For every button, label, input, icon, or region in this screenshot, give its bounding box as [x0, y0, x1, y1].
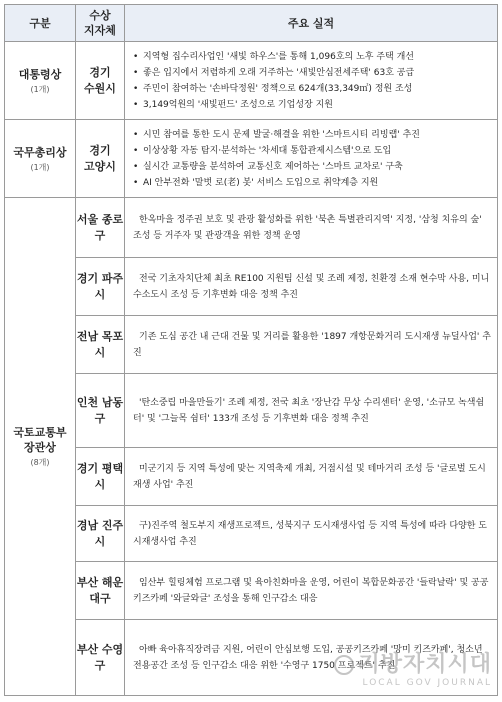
results-cell — [125, 198, 498, 258]
result-item: • 좋은 입지에서 저렴하게 오래 거주하는 '새빛안심전세주택' 63호 공급 — [133, 65, 491, 81]
city-name: 경기 고양시 — [84, 143, 116, 173]
table-row — [5, 316, 498, 374]
category-name: 국무총리상 — [13, 145, 67, 159]
city-cell — [76, 42, 125, 120]
result-item: • AI 안부전화 '말벗 로(老) 봇' 서비스 도입으로 취약계층 지원 — [133, 175, 491, 191]
table-row — [5, 120, 498, 198]
result-text: 아빠 육아휴직장려금 지원, 어린이 안심보행 도입, 공공키즈카페 '망미 키즈카페', 청소년 전용공간 조성 등 인구감소 대응 위한 '수영구 1750 프로젝트' 추진 — [133, 644, 483, 671]
watermark-logo-icon — [334, 655, 354, 675]
city-cell: 경남 진주시 — [76, 506, 125, 562]
results-cell — [125, 258, 498, 316]
result-text: 구)진주역 철도부지 재생프로젝트, 성북지구 도시재생사업 등 지역 특성에 따라 다양한 도시재생사업 추진 — [133, 520, 487, 547]
table-row — [5, 374, 498, 448]
result-item: • 이상상황 자동 탐지·분석하는 '차세대 통합관제시스템'으로 도입 — [133, 143, 491, 159]
city-cell — [76, 120, 125, 198]
results-cell — [125, 448, 498, 506]
table-row — [5, 506, 498, 562]
results-cell — [125, 562, 498, 620]
category-cell — [5, 42, 76, 120]
category-count: (8개) — [30, 458, 50, 467]
category-count: (1개) — [30, 84, 50, 94]
awards-table — [4, 4, 498, 696]
results-cell — [125, 42, 498, 120]
table-row — [5, 198, 498, 258]
city-cell: 부산 해운대구 — [76, 562, 125, 620]
results-cell — [125, 506, 498, 562]
result-text: 기존 도심 공간 내 근대 건물 및 거리를 활용한 '1897 개항문화거리 도시재생 뉴딜사업' 추진 — [133, 331, 491, 358]
result-text: 한옥마을 정주권 보호 및 관광 활성화를 위한 '북촌 특별관리지역' 지정, '삼청 치유의 숲' 조성 등 거주자 및 관광객을 위한 정책 운영 — [133, 214, 482, 241]
result-text: 전국 기초자치단체 최초 RE100 지원팀 신설 및 조례 제정, 친환경 소재 현수막 사용, 미니수소도시 조성 등 기후변화 대응 정책 추진 — [133, 273, 490, 300]
category-cell — [5, 198, 76, 696]
table-row — [5, 448, 498, 506]
header-row — [5, 5, 498, 42]
watermark-logo-text: 지방자치시대 — [358, 652, 492, 677]
watermark — [334, 647, 492, 688]
result-item: • 3,149억원의 '새빛펀드' 조성으로 기업성장 지원 — [133, 97, 491, 113]
result-item: • 시민 참여를 통한 도시 문제 발굴·해결을 위한 '스마트시티 리빙랩' 추진 — [133, 127, 491, 143]
city-cell: 서울 종로구 — [76, 198, 125, 258]
city-cell: 경기 파주시 — [76, 258, 125, 316]
table-row — [5, 42, 498, 120]
table-row — [5, 258, 498, 316]
result-text: '탄소중립 마을만들기' 조례 제정, 전국 최초 '장난감 무상 수리센터' 운영, '소규모 녹색쉼터' 및 '그늘목 쉼터' 133개 조성 등 기후변화 대응 정책 추진 — [133, 397, 485, 424]
watermark-subtitle: LOCAL GOV JOURNAL — [362, 678, 492, 688]
category-count: (1개) — [30, 162, 50, 172]
result-text: 미군기지 등 지역 특성에 맞는 지역축제 개최, 거점시설 및 테마거리 조성 등 '글로벌 도시재생 사업' 추진 — [133, 463, 486, 490]
result-text: 임산부 힐링체험 프로그램 및 육아친화마을 운영, 어린이 복합문화공간 '들락날락' 및 공공키즈카페 '와글와글' 조성을 통해 인구감소 대응 — [133, 577, 489, 604]
result-item: • 지역형 집수리사업인 '새빛 하우스'를 통해 1,096호의 노후 주택 개선 — [133, 49, 491, 65]
watermark-logo — [334, 647, 492, 678]
city-cell: 전남 목포시 — [76, 316, 125, 374]
result-item: • 주민이 참여하는 '손바닥정원' 정책으로 624개(33,349㎡) 정원 조성 — [133, 81, 491, 97]
city-cell: 경기 평택시 — [76, 448, 125, 506]
result-item: • 실시간 교통량을 분석하여 교통신호 제어하는 '스마트 교차로' 구축 — [133, 159, 491, 175]
city-cell: 부산 수영구 — [76, 620, 125, 696]
category-cell — [5, 120, 76, 198]
header-results: 주요 실적 — [125, 5, 498, 42]
results-cell — [125, 316, 498, 374]
category-name: 국토교통부 장관상 — [13, 426, 67, 454]
table-row — [5, 562, 498, 620]
header-category: 구분 — [5, 5, 76, 42]
results-cell — [125, 374, 498, 448]
results-cell — [125, 120, 498, 198]
header-city-text: 수상 지자체 — [84, 9, 116, 37]
category-name: 대통령상 — [18, 67, 62, 81]
city-cell: 인천 남동구 — [76, 374, 125, 448]
header-city — [76, 5, 125, 42]
city-name: 경기 수원시 — [84, 65, 116, 95]
